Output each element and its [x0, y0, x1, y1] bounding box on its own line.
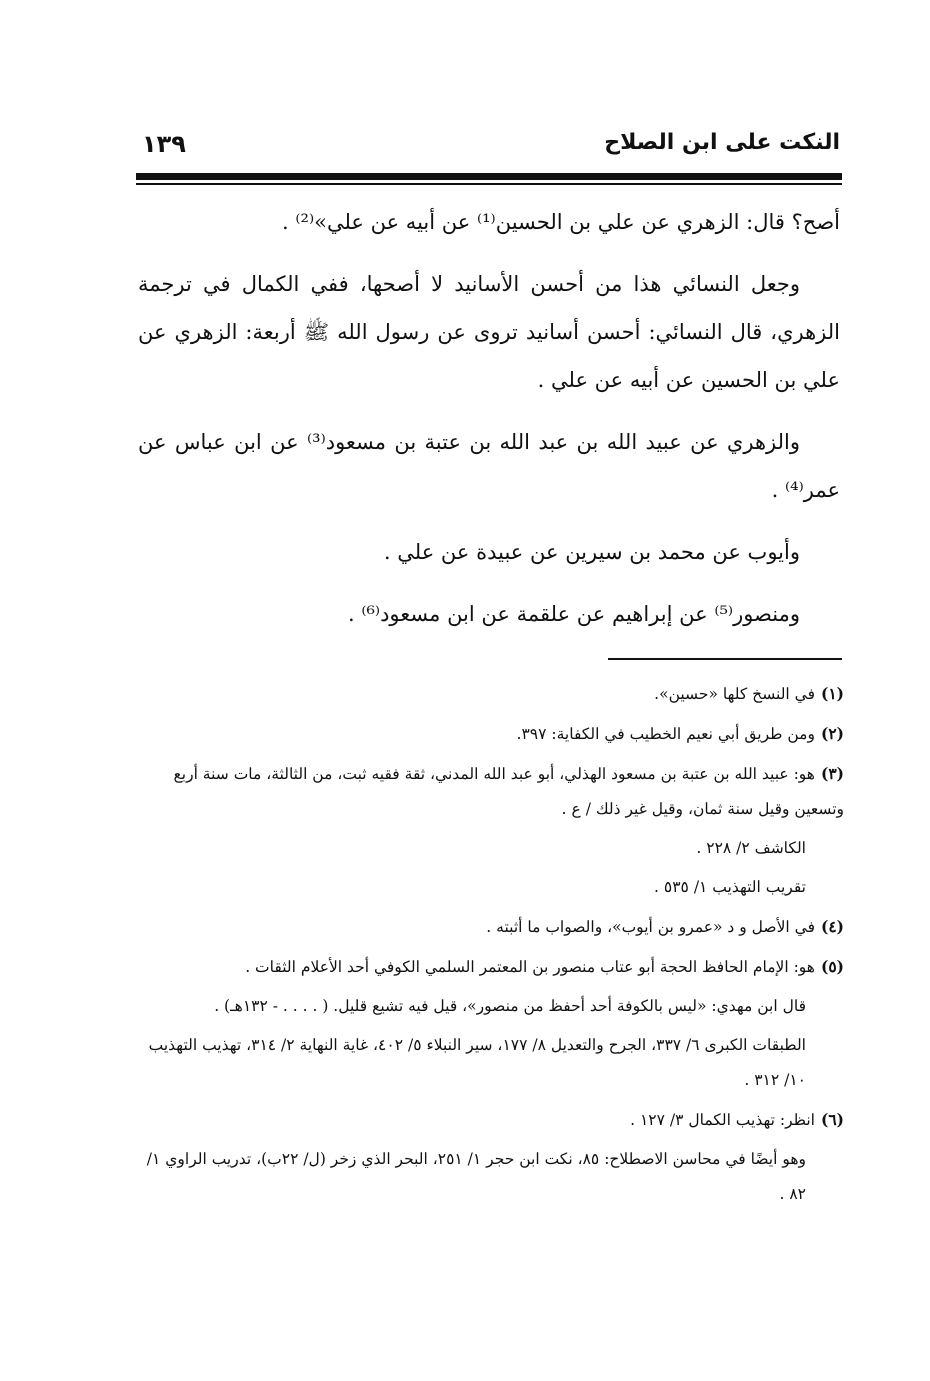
footnotes	[138, 676, 844, 1216]
footnote-3-source: الكاشف ٢/ ٢٢٨ .	[696, 839, 806, 857]
footnote-number: (٦)	[820, 1110, 844, 1129]
book-title: النكت على ابن الصلاح	[604, 130, 840, 155]
running-header	[138, 126, 840, 170]
paragraph: ومنصور⁽⁵⁾ عن إبراهيم عن علقمة عن ابن مسعود⁽⁶⁾ .	[347, 602, 800, 626]
footnote-number: (١)	[820, 684, 844, 703]
footnote-number: (٣)	[820, 764, 844, 783]
footnote-5-sources: الطبقات الكبرى ٦/ ٣٣٧، الجرح والتعديل ٨/ ١٧٧، سير النبلاء ٥/ ٤٠٢، غاية النهاية ٢/ ٣١٤، تهذيب التهذيب ١٠/ ٣١٢ .	[148, 1036, 806, 1089]
footnote-5-quote: قال ابن مهدي: «ليس بالكوفة أحد أحفظ من منصور»، قيل فيه تشيع قليل. ( . . . . - ١٣٢هـ) .	[214, 997, 806, 1015]
footnote-text: في الأصل و د «عمرو بن أيوب»، والصواب ما أثبته .	[486, 918, 815, 936]
paragraph: أصح؟ قال: الزهري عن علي بن الحسين⁽¹⁾ عن أبيه عن علي»⁽²⁾ .	[282, 210, 840, 234]
main-text	[138, 198, 840, 652]
header-rule-thick	[136, 173, 842, 180]
footnote-number: (٢)	[820, 724, 844, 743]
footnote-2	[138, 716, 844, 752]
footnote-3	[138, 756, 844, 827]
footnote-number: (٥)	[820, 957, 844, 976]
footnote-text: انظر: تهذيب الكمال ٣/ ١٢٧ .	[630, 1111, 815, 1129]
footnote-4	[138, 909, 844, 945]
footnote-text: هو: عبيد الله بن عتبة بن مسعود الهذلي، أبو عبد الله المدني، ثقة فقيه ثبت، من الثالثة، مات سنة أربع وتسعين وقيل سنة ثمان، وقيل غير ذلك / ع .	[173, 765, 844, 818]
footnote-text: ومن طريق أبي نعيم الخطيب في الكفاية: ٣٩٧.	[516, 725, 815, 743]
page-number: ١٣٩	[142, 130, 186, 158]
footnote-separator	[608, 658, 842, 660]
footnote-6	[138, 1102, 844, 1138]
footnote-6-sources: وهو أيضًا في محاسن الاصطلاح: ٨٥، نكت ابن حجر ١/ ٢٥١، البحر الذي زخر (ل/ ٢٢ب)، تدريب الراوي ١/ ٨٢ .	[146, 1150, 806, 1203]
footnote-5	[138, 949, 844, 985]
footnote-text: هو: الإمام الحافظ الحجة أبو عتاب منصور بن المعتمر السلمي الكوفي أحد الأعلام الثقات .	[245, 958, 815, 976]
header-rule-thin	[136, 183, 842, 185]
footnote-3-source: تقريب التهذيب ١/ ٥٣٥ .	[654, 878, 806, 896]
paragraph: وجعل النسائي هذا من أحسن الأسانيد لا أصحها، ففي الكمال في ترجمة الزهري، قال النسائي: أحسن أسانيد تروى عن رسول الله ﷺ أربعة: الزهري عن علي بن الحسين عن أبيه عن علي .	[138, 272, 840, 392]
footnote-text: في النسخ كلها «حسين».	[654, 685, 815, 703]
footnote-number: (٤)	[820, 917, 844, 936]
footnote-1	[138, 676, 844, 712]
paragraph: والزهري عن عبيد الله بن عبد الله بن عتبة بن مسعود⁽³⁾ عن ابن عباس عن عمر⁽⁴⁾ .	[138, 430, 840, 502]
paragraph: وأيوب عن محمد بن سيرين عن عبيدة عن علي .	[383, 540, 800, 564]
